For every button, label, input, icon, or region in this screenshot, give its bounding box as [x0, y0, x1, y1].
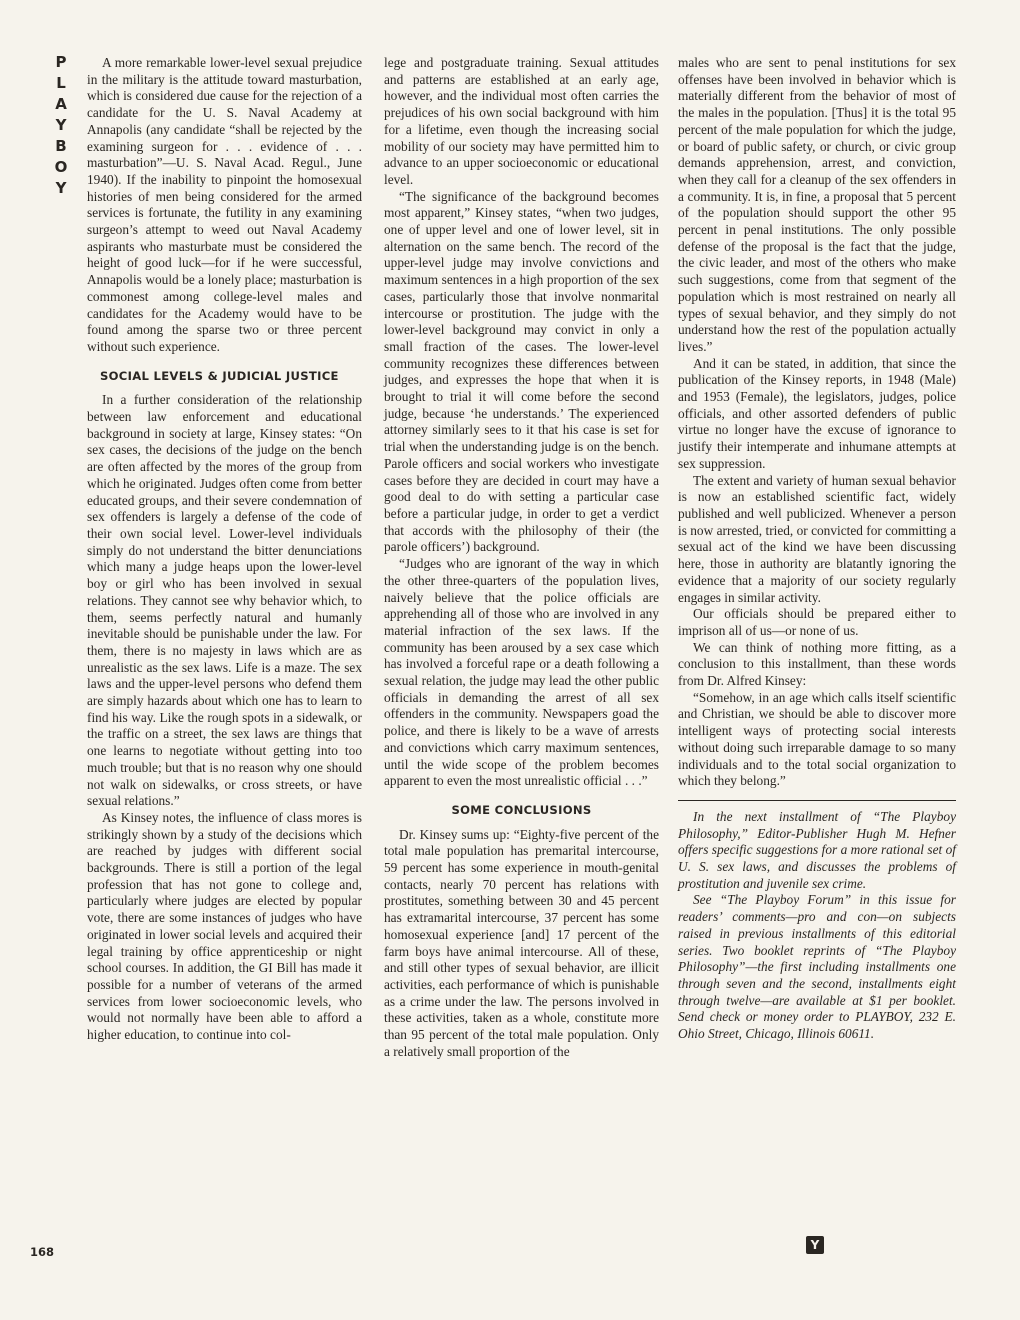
column-3 — [678, 55, 956, 1043]
editor-note — [678, 809, 956, 1043]
body-paragraph: We can think of nothing more fitting, as a conclusion to this installment, than these words from Dr. Alfred Kinsey: — [678, 639, 956, 689]
masthead: P L A Y B O Y — [54, 53, 68, 197]
body-paragraph: The extent and variety of human sexual behavior is now an established scientific fact, widely published and well publicized. Whenever a person is now arrested, tried, or convicted for committing a sexual act of the kind we have been discussing here, those in authority are blatantly ignoring the evidence that a majority of our society regularly engages in similar activity. — [678, 472, 956, 605]
body-paragraph: “Judges who are ignorant of the way in which the other three-quarters of the population lives, naively believe that the police officials are apprehending all of those who are involved in any material infraction of the sex laws. If the community has been aroused by a sex case which has involved a forceful rape or a death following a sexual relation, the judge may lead the other public officials in demanding the arrest of all sex offenders in the community. Newspapers goad the police, and there is likely to be a wave of arrests and convictions which carry maximum sentences, until the wide scope of the problem becomes apparent to even the most unrealistic official . . .” — [384, 556, 659, 789]
body-paragraph: In a further consideration of the relationship between law enforcement and educational background in society at large, Kinsey states: “On sex cases, the decisions of the judge on the bench are often affected by the mores of the group from which he originated. Judges often come from better educated groups, and their severe condemnation of sex offenders is largely a defense of the code of their own social level. Lower-level individuals simply do not understand the bitter denunciations which many a judge heaps upon the lower-level boy or girl who has been involved in sexual relations. They cannot see why behavior which, to them, seems perfectly natural and humanly inevitable should be punishable under the law. For them, there is no majesty in laws which are as unrealistic as the sex laws. Life is a maze. The sex laws and the upper-level persons who defend them are simply hazards about which one has to learn to find his way. Like the rough spots in a sidewalk, or the traffic on a street, the sex laws are things that one learns to negotiate without getting into too much trouble; but that is no reason why one should not walk on sidewalks, or cross streets, or have sexual relations.” — [87, 392, 362, 809]
page-number: 168 — [30, 1245, 55, 1259]
body-paragraph: lege and postgraduate training. Sexual attitudes and patterns are established at an early age, however, and the individual most often carries the prejudices of his own social background with him for a lifetime, even though the increasing social mobility of our society may have permitted him to advance to an upper socioeconomic or educational level. — [384, 55, 659, 187]
section-heading: SOME CONCLUSIONS — [451, 802, 592, 817]
body-paragraph: “Somehow, in an age which calls itself scientific and Christian, we should be able to discover more intelligent ways of protecting social interests without doing such irreparable damage to so many individuals and to the total social organization to which they belong.” — [678, 689, 956, 789]
editor-note-paragraph: See “The Playboy Forum” in this issue for readers’ comments—pro and con—on subjects raised in previous installments of this editorial series. Two booklet reprints of “The Playboy Philosophy”—the first including installments one through seven and the second, installments eight through twelve—are available at $1 per booklet. Send check or money order to PLAYBOY, 232 E. Ohio Street, Chicago, Illinois 60611. — [678, 892, 956, 1042]
editor-note-paragraph: In the next installment of “The Playboy Philosophy,” Editor-Publisher Hugh M. Hefner offers specific suggestions for a more rational set of U. S. sex laws, and discusses the problems of prostitution and juvenile sex crime. — [678, 808, 956, 891]
body-paragraph: And it can be stated, in addition, that since the publication of the Kinsey reports, in 1948 (Male) and 1953 (Female), the legislators, judges, police officials, and other assorted defenders of public virtue no longer have the excuse of ignorance to justify their intemperate and inhumane attempts at sex suppression. — [678, 355, 956, 471]
body-paragraph: As Kinsey notes, the influence of class mores is strikingly shown by a study of the decisions which are reached by judges with different social backgrounds. There is still a portion of the legal profession that has not gone to college and, particularly where judges are elected by popular vote, there are some instances of judges who have originated in lower social levels and acquired their legal training by office apprenticeship or night school courses. In addition, the GI Bill has made it possible for a number of veterans of the armed services from lower socioeconomic levels, who would not normally have been able to afford a higher education, to continue into col- — [87, 809, 362, 1043]
body-paragraph: males who are sent to penal institutions for sex offenses have been involved in behavior which is materially different from the behavior of most of the males in the population. [Thus] it is the total 95 percent of the male population for which the judge, or board of public safety, or church, or civic group demands apprehension, arrest, and conviction, when they call for a cleanup of the sex offenders in a community. It is, in fine, a proposal that 5 percent of the population should support the other 95 percent in penal institutions. The only possible defense of the proposal is the fact that the judge, the civic leader, and most of the others who make such suggestions, come from that segment of the population which is most restrained on nearly all types of sexual behavior, and they simply do not understand how the rest of the population actually lives.” — [678, 55, 956, 354]
column-1 — [87, 55, 362, 1044]
divider — [678, 800, 956, 801]
column-2 — [384, 55, 659, 1060]
body-paragraph: Our officials should be prepared either to imprison all of us—or none of us. — [678, 606, 956, 638]
rabbit-logo-icon: Y — [806, 1236, 824, 1254]
section-heading: SOCIAL LEVELS & JUDICIAL JUSTICE — [100, 368, 339, 383]
body-paragraph: Dr. Kinsey sums up: “Eighty-five percent of the total male population has premarital intercourse, 59 percent has some experience in mouth-genital contacts, nearly 70 percent has relations with prostitutes, something between 30 and 45 percent has extramarital intercourse, 37 percent has some homosexual experience [and] 17 percent of the farm boys have animal intercourse. All of these, and still other types of sexual behavior, are illicit activities, each performance of which is punishable as a crime under the law. The persons involved in these activities, taken as a whole, constitute more than 95 percent of the total male population. Only a relatively small proportion of the — [384, 826, 659, 1059]
body-paragraph: “The significance of the background becomes most apparent,” Kinsey states, “when two judges, one of upper level and one of lower level, sit in alternation on the same bench. The record of the upper-level judge may involve convictions and maximum sentences in a high proportion of the sex cases, particularly those that involve nonmarital intercourse or prostitution. The judge with the lower-level background may convict in only a small fraction of the cases. The lower-level community recognizes these differences between judges, and expresses the hope that when it is brought to trial it will come before the second judge, because ‘he understands.’ The experienced attorney similarly sees to it that his case is set for trial when the understanding judge is on the bench. Parole officers and social workers who investigate cases before they are decided in court may have a good deal to do with setting a particular case before a particular judge, in order to get a verdict that accords with the philosophy of their (the parole officers’) background. — [384, 188, 659, 555]
body-paragraph: A more remarkable lower-level sexual prejudice in the military is the attitude toward masturbation, which is considered due cause for the rejection of a candidate for the U. S. Naval Academy at Annapolis (any candidate “shall be rejected by the examining surgeon for . . . evidence of . . . masturbation”—U. S. Naval Acad. Regul., June 1940). If the inability to pinpoint the homosexual histories of men being considered for the armed services is fortunate, the futility in any examining surgeon’s attempt to weed out Naval Academy aspirants who masturbate must be considered the height of good luck—for if he were successful, Annapolis would be a lonely place; masturbation is commonest among college-level males and candidates for the Academy would have to be found among the sparse two or three percent without such experience. — [87, 55, 362, 354]
